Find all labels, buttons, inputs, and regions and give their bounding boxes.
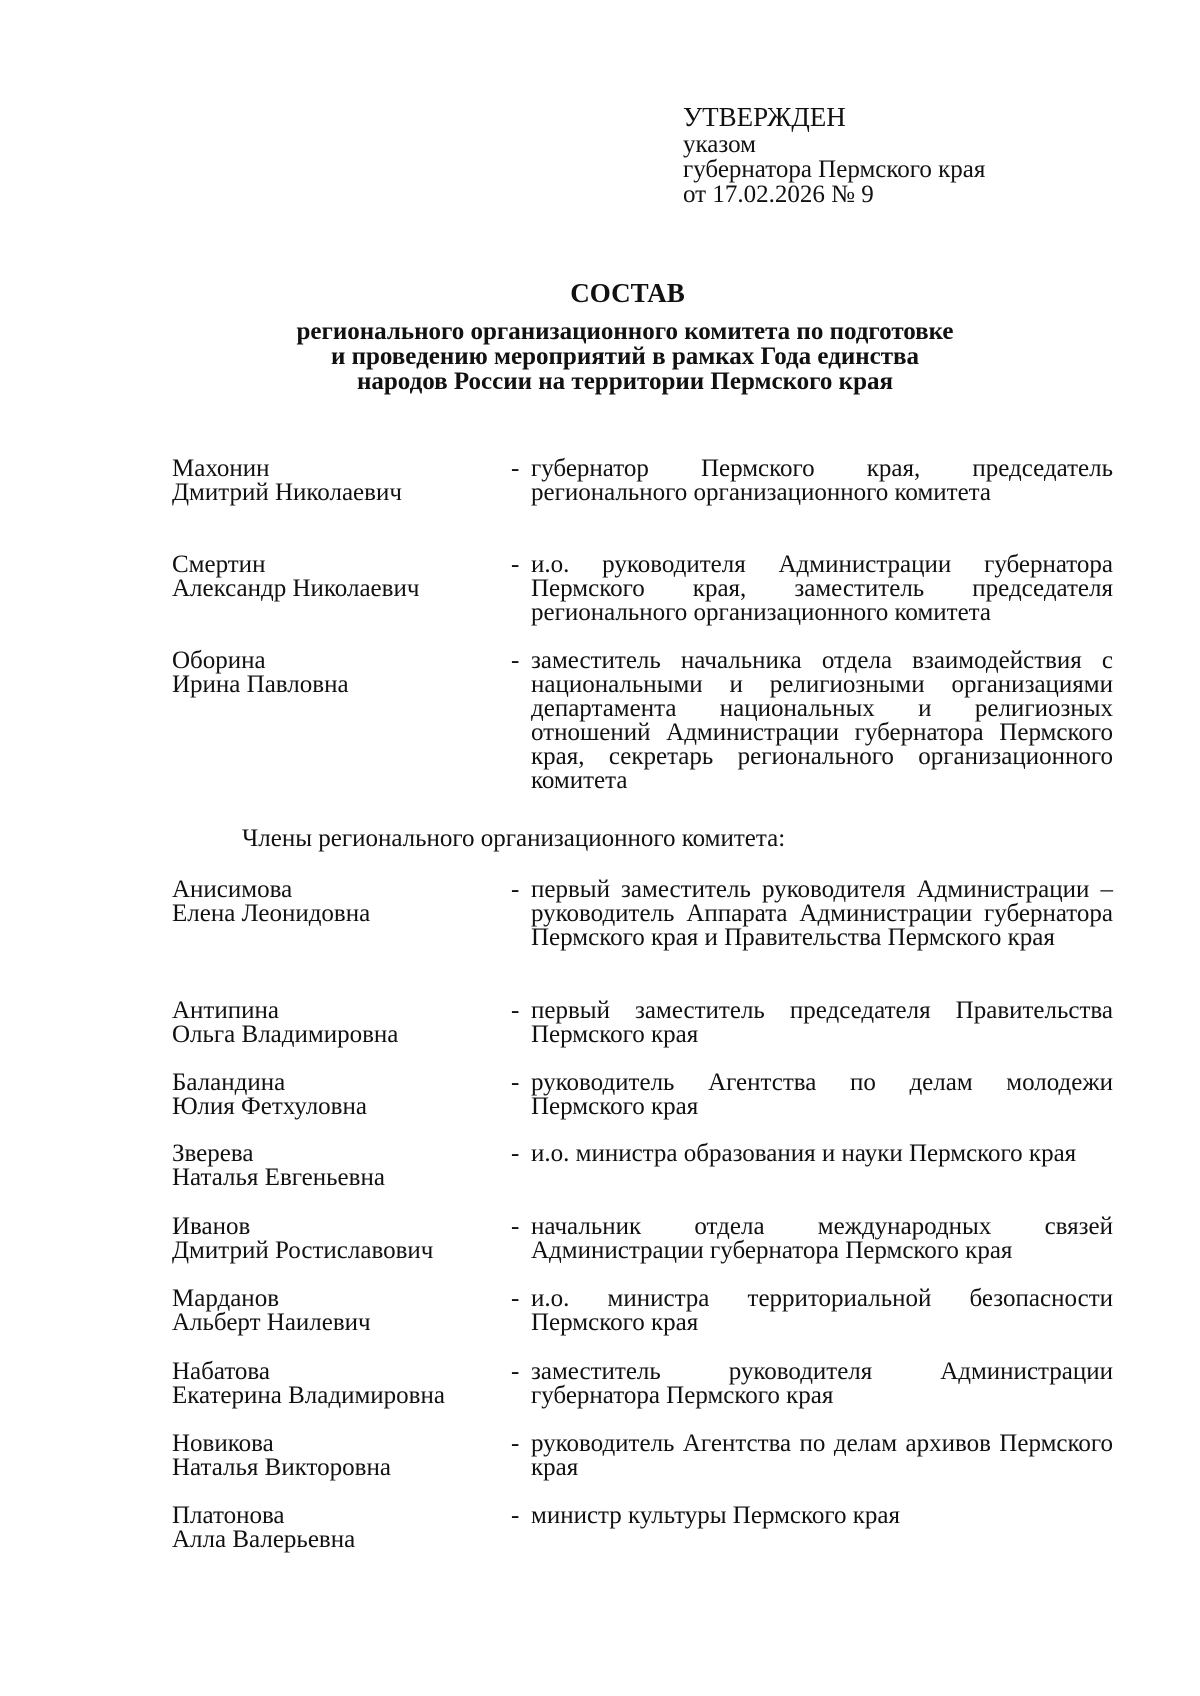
approval-block bbox=[683, 102, 985, 207]
members-heading: Члены регионального организационного комитета: bbox=[242, 825, 786, 852]
member-given-name: Екатерина Владимировна bbox=[172, 1382, 445, 1409]
member-name bbox=[172, 1360, 502, 1408]
member-surname: Анисимова bbox=[172, 876, 293, 903]
member-surname: Марданов bbox=[172, 1285, 279, 1312]
approval-by: указом bbox=[683, 131, 756, 158]
member-given-name: Дмитрий Николаевич bbox=[172, 479, 402, 506]
dash-separator: - bbox=[511, 1213, 520, 1240]
member-given-name: Альберт Наилевич bbox=[172, 1309, 371, 1336]
member-name bbox=[172, 1071, 502, 1119]
member-position: и.о. министра территориальной безопасности Пермского края bbox=[531, 1285, 1113, 1336]
member-given-name: Елена Леонидовна bbox=[172, 900, 371, 927]
member-name bbox=[172, 553, 502, 601]
member-name bbox=[172, 1287, 502, 1335]
dash-separator: - bbox=[511, 1285, 520, 1312]
dash-separator: - bbox=[511, 1502, 520, 1529]
member-given-name: Дмитрий Ростиславович bbox=[172, 1237, 434, 1264]
dash-separator: - bbox=[511, 1140, 520, 1167]
member-name bbox=[172, 878, 502, 926]
member-name bbox=[172, 1432, 502, 1480]
dash-separator: - bbox=[511, 1430, 520, 1457]
subtitle-line: и проведению мероприятий в рамках Года единства bbox=[330, 343, 920, 370]
dash-separator: - bbox=[511, 455, 520, 482]
member-position: первый заместитель председателя Правительства Пермского края bbox=[531, 997, 1113, 1048]
member-position: заместитель начальника отдела взаимодействия с национальными и религиозными организациями департамента национальных и религиозных отношений Администрации губернатора Пермского края, секретарь регионального организационного комитета bbox=[531, 647, 1113, 794]
member-surname: Оборина bbox=[172, 647, 266, 674]
member-surname: Иванов bbox=[172, 1213, 251, 1240]
member-position: и.о. руководителя Администрации губернатора Пермского края, заместитель председателя регионального организационного комитета bbox=[531, 551, 1113, 626]
member-surname: Новикова bbox=[172, 1430, 274, 1457]
member-surname: Махонин bbox=[172, 455, 270, 482]
member-position: губернатор Пермского края, председатель регионального организационного комитета bbox=[531, 455, 1113, 506]
subtitle-line: регионального организационного комитета по подготовке bbox=[296, 318, 954, 345]
member-given-name: Александр Николаевич bbox=[172, 575, 420, 602]
document-title: СОСТАВ bbox=[570, 278, 685, 308]
member-position: заместитель руководителя Администрации губернатора Пермского края bbox=[531, 1358, 1113, 1409]
member-name bbox=[172, 457, 502, 505]
dash-separator: - bbox=[511, 997, 520, 1024]
subtitle-line: народов России на территории Пермского края bbox=[357, 368, 893, 395]
member-name bbox=[172, 1142, 502, 1190]
member-surname: Платонова bbox=[172, 1502, 285, 1529]
member-name bbox=[172, 1215, 502, 1263]
member-given-name: Ольга Владимировна bbox=[172, 1021, 399, 1048]
approval-date-number: от 17.02.2026 № 9 bbox=[683, 181, 874, 208]
member-given-name: Ирина Павловна bbox=[172, 671, 349, 698]
member-position: и.о. министра образования и науки Пермского края bbox=[531, 1140, 1077, 1167]
member-position: руководитель Агентства по делам архивов Пермского края bbox=[531, 1430, 1113, 1481]
dash-separator: - bbox=[511, 551, 520, 578]
member-name bbox=[172, 1504, 502, 1552]
dash-separator: - bbox=[511, 876, 520, 903]
member-position: руководитель Агентства по делам молодежи Пермского края bbox=[531, 1069, 1113, 1120]
member-given-name: Наталья Викторовна bbox=[172, 1454, 391, 1481]
dash-separator: - bbox=[511, 647, 520, 674]
dash-separator: - bbox=[511, 1358, 520, 1385]
approval-title: УТВЕРЖДЕН bbox=[683, 102, 846, 132]
member-given-name: Юлия Фетхуловна bbox=[172, 1093, 367, 1120]
member-given-name: Наталья Евгеньевна bbox=[172, 1164, 385, 1191]
approval-issuer: губернатора Пермского края bbox=[683, 156, 986, 183]
member-position: начальник отдела международных связей Администрации губернатора Пермского края bbox=[531, 1213, 1113, 1264]
member-given-name: Алла Валерьевна bbox=[172, 1526, 356, 1553]
member-surname: Антипина bbox=[172, 997, 279, 1024]
member-name bbox=[172, 999, 502, 1047]
member-position: министр культуры Пермского края bbox=[531, 1502, 900, 1529]
dash-separator: - bbox=[511, 1069, 520, 1096]
document-subtitle bbox=[200, 319, 1050, 394]
member-position: первый заместитель руководителя Администрации – руководитель Аппарата Администрации губернатора Пермского края и Правительства Пермского края bbox=[531, 876, 1113, 951]
member-surname: Баландина bbox=[172, 1069, 286, 1096]
member-name bbox=[172, 649, 502, 697]
member-surname: Набатова bbox=[172, 1358, 270, 1385]
member-surname: Смертин bbox=[172, 551, 266, 578]
member-surname: Зверева bbox=[172, 1140, 254, 1167]
